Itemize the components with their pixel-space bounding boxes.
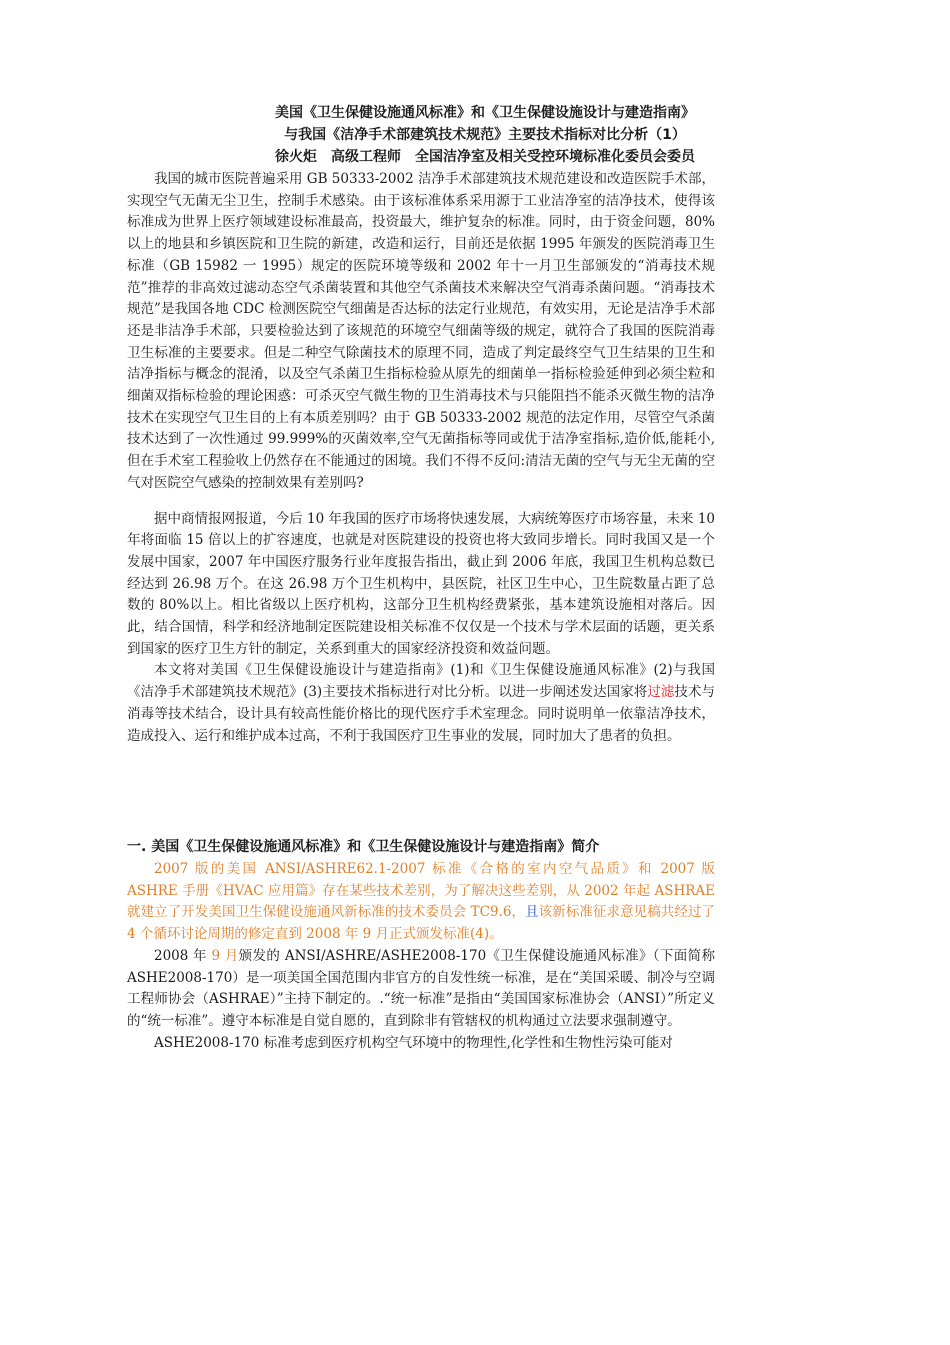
section-1-p1-blue: 且: [525, 904, 539, 921]
section-1-p2-text-a: 2008 年: [154, 947, 212, 964]
section-1-paragraph-1: [127, 859, 715, 946]
section-1-heading: 一. 美国《卫生保健设施通风标准》和《卫生保健设施设计与建造指南》简介: [127, 839, 600, 855]
intro-paragraph-3: [127, 660, 715, 747]
intro-paragraph-1: 我国的城市医院普遍采用 GB 50333-2002 洁净手术部建筑技术规范建设和改造医院手术部，实现空气无菌无尘卫生，控制手术感染。由于该标准体系采用源于工业洁净室的洁净技术，使得该标准成为世界上医疗领域建设标准最高，投资最大，维护复杂的标准。同时，由于资金问题，80%以上的地县和乡镇医院和卫生院的新建，改造和运行，目前还是依据 1995 年颁发的医院消毒卫生标准（GB 15982 一 1995）规定的医院环境等级和 2002 年十一月卫生部颁发的“消毒技术规范”推荐的非高效过滤动态空气杀菌装置和其他空气杀菌技术来解决空气消毒杀菌问题。“消毒技术规范”是我国各地 CDC 检测医院空气细菌是否达标的法定行业规范，有效实用，无论是洁净手术部还是非洁净手术部，只要检验达到了该规范的环境空气细菌等级的规定，就符合了我国的医院消毒卫生标准的主要要求。但是二种空气除菌技术的原理不同，造成了判定最终空气卫生结果的卫生和洁净指标与概念的混淆，以及空气杀菌卫生指标检验从原先的细菌单一指标检验延伸到必须尘粒和细菌双指标检验的理论困惑：可杀灭空气微生物的卫生消毒技术与只能阻挡不能杀灭微生物的洁净技术在实现空气卫生目的上有本质差别吗？由于 GB 50333-2002 规范的法定作用，尽管空气杀菌技术达到了一次性通过 99.999%的灭菌效率,空气无菌指标等同或优于洁净室指标,造价低,能耗小,但在手术室工程验收上仍然存在不能通过的困境。我们不得不反问:清洁无菌的空气与无尘无菌的空气对医院空气感染的控制效果有差别吗?: [127, 171, 715, 491]
intro-paragraph-3-text-b: 技术与消毒等技术结合，设计具有较高性能价格比的现代医疗手术室理念。同时说明单一依靠洁净技术，造成投入、运行和维护成本过高，不利于我国医疗卫生事业的发展，同时加大了患者的负担。: [127, 684, 716, 744]
section-1-body: [127, 859, 715, 1054]
title-line-2: 与我国《洁净手术部建筑技术规范》主要技术指标对比分析（1）: [284, 127, 686, 143]
section-1-paragraph-2: [127, 946, 715, 1033]
intro-paragraph-2: 据中商情报网报道，今后 10 年我国的医疗市场将快速发展，大病统筹医疗市场容量，未来 10 年将面临 15 倍以上的扩容速度，也就是对医院建设的投资也将大致同步增长。同时我国又是一个发展中国家，2007 年中国医疗服务行业年度报告指出，截止到 2006 年底，我国卫生机构总数已经达到 26.98 万个。在这 26.98 万个卫生机构中，县医院，社区卫生中心，卫生院数量占距了总数的 80%以上。相比省级以上医疗机构，这部分卫生机构经费紧张，基本建筑设施相对落后。因此，结合国情，科学和经济地制定医院建设相关标准不仅仅是一个技术与学术层面的话题，更关系到国家的医疗卫生方针的制定，关系到重大的国家经济投资和效益问题。: [127, 510, 715, 657]
section-1-p2-orange: 9 月: [211, 947, 239, 964]
intro-paragraph-3-text-a: 本文将对美国《卫生保健设施设计与建造指南》(1)和《卫生保健设施通风标准》(2)与我国《洁净手术部建筑技术规范》(3)主要技术指标进行对比分析。以进一步阐述发达国家将: [127, 662, 715, 701]
highlight-filtration: 过滤: [647, 684, 675, 701]
author-line: 徐火炬 高级工程师 全国洁净室及相关受控环境标准化委员会委员: [275, 149, 695, 165]
section-1-p1-orange-2: 该新标准征求意见稿共经过了 4 个循环讨论周期的修定直到 2008 年 9 月正式颁发标准(4)。: [127, 904, 716, 943]
section-1-paragraph-3: ASHE2008-170 标准考虑到医疗机构空气环境中的物理性,化学性和生物性污染可能对: [154, 1034, 673, 1051]
intro-body: [127, 169, 715, 747]
section-1-p2-text-b: 颁发的 ANSI/ASHRE/ASHE2008-170《卫生保健设施通风标准》（下面简称 ASHE2008-170）是一项美国全国范围内非官方的自发性统一标准，是在“美国采暖、制冷与空调工程师协会（ASHRAE）”主持下制定的。.“统一标准”是指由“美国国家标准协会（ANSI）”所定义的“统一标准”。遵守本标准是自觉自愿的，直到除非有管辖权的机构通过立法要求强制遵守。: [127, 947, 715, 1029]
title-line-1: 美国《卫生保健设施通风标准》和《卫生保健设施设计与建造指南》: [275, 105, 695, 121]
section-1-p1-orange: 2007 版的美国 ANSI/ASHRE62.1-2007 标准《合格的室内空气品质》和 2007 版 ASHRE 手册《HVAC 应用篇》存在某些技术差别，为了解决这些差别，从 2002 年起 ASHRAE 就建立了开发美国卫生保健设施通风新标准的技术委员会 TC9.6，: [127, 861, 715, 921]
